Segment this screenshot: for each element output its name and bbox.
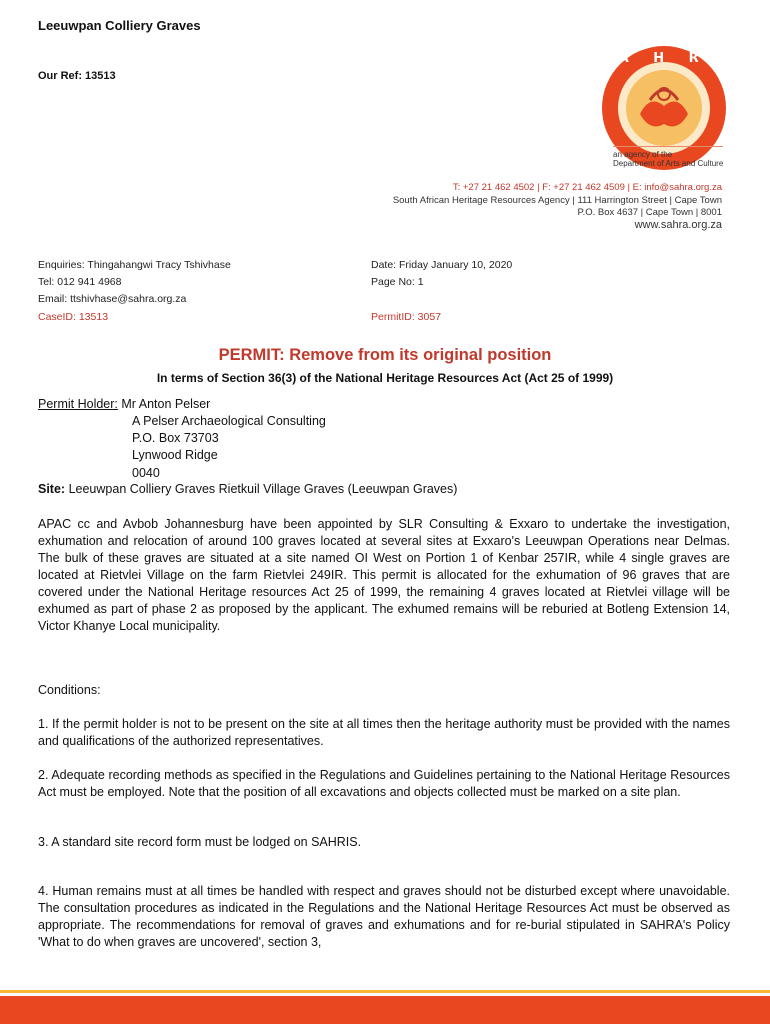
email: Email: ttshivhase@sahra.org.za xyxy=(38,293,187,305)
site xyxy=(38,482,457,496)
permit-title: PERMIT: Remove from its original position xyxy=(218,346,552,364)
date: Date: Friday January 10, 2020 xyxy=(371,259,513,271)
permit-holder-address xyxy=(132,413,326,482)
logo-letters: S A H R A xyxy=(584,51,744,66)
footer-band xyxy=(0,996,770,1024)
condition-item: 1. If the permit holder is not to be present on the site at all times then the heritage authority must be provided with the names and qualifications of the authorized representatives. xyxy=(38,717,730,748)
contact-phone-email: T: +27 21 462 4502 | F: +27 21 462 4509 | E: info@sahra.org.za xyxy=(452,182,722,193)
footer-accent-line xyxy=(0,990,770,993)
permit-holder-name: Mr Anton Pelser xyxy=(121,397,211,411)
agency-divider xyxy=(613,146,723,147)
page-number: Page No: 1 xyxy=(371,276,424,288)
permit-holder-label: Permit Holder: xyxy=(38,397,118,411)
holder-address-line: Lynwood Ridge xyxy=(132,448,218,463)
condition-item: 4. Human remains must at all times be handled with respect and graves should not be disturbed except where unavoidable. The consultation procedures as indicated in the Regulations and the National Heritage Resources Act must be observed as appropriate. The recommendations for removal of graves and exhumations and for re-burial stipulated in SAHRA's Policy 'What to do when graves are uncovered', section 3, xyxy=(38,884,730,949)
document-title: Leeuwpan Colliery Graves xyxy=(38,18,201,33)
condition-item: 2. Adequate recording methods as specified in the Regulations and Guidelines pertaining to the National Heritage Resources Act must be employed. Note that the position of all excavations and objects collected must be marked on a site plan. xyxy=(38,768,730,799)
permit-holder xyxy=(38,396,210,413)
holder-address-line: 0040 xyxy=(132,465,160,480)
telephone: Tel: 012 941 4968 xyxy=(38,276,122,288)
contact-postal: P.O. Box 4637 | Cape Town | 8001 xyxy=(577,207,722,218)
condition-item: 3. A standard site record form must be lodged on SAHRIS. xyxy=(38,835,362,849)
holder-address-line: A Pelser Archaeological Consulting xyxy=(132,414,326,428)
permit-id: PermitID: 3057 xyxy=(371,311,442,323)
site-label: Site: xyxy=(38,482,66,496)
our-ref: Our Ref: 13513 xyxy=(38,70,116,82)
conditions-heading: Conditions: xyxy=(38,683,101,697)
permit-subtitle: In terms of Section 36(3) of the National Heritage Resources Act (Act 25 of 1999) xyxy=(156,371,614,385)
holder-address-line: P.O. Box 73703 xyxy=(132,431,219,446)
agency-line-1: an agency of the xyxy=(613,150,673,159)
site-value: Leeuwpan Colliery Graves Rietkuil Village Graves (Leeuwpan Graves) xyxy=(68,482,458,496)
contact-website: www.sahra.org.za xyxy=(634,219,722,231)
agency-line-2: Department of Arts and Culture xyxy=(613,159,724,168)
case-id: CaseID: 13513 xyxy=(38,311,109,323)
contact-address: South African Heritage Resources Agency | 111 Harrington Street | Cape Town xyxy=(392,195,722,206)
intro-paragraph: APAC cc and Avbob Johannesburg have been appointed by SLR Consulting & Exxaro to undertake the investigation, exhumation and relocation of around 100 graves located at several sites at Exxaro's Leeuwpan Operations near Delmas. The bulk of these graves are situated at a site named OI West on Portion 1 of Kenbar 257IR, while 4 single graves are located at Rietvlei Village on the farm Rietvlei 249IR. This permit is allocated for the exhumation of 96 graves that are covered under the National Heritage resources Act 25 of 1999, the remaining 4 graves located at Rietvlei village will be exhumed as part of phase 2 as proposed by the applicant. The exhumed remains will be reburied at Botleng Extension 14, Victor Khanye Local municipality. xyxy=(38,517,730,633)
enquiries: Enquiries: Thingahangwi Tracy Tshivhase xyxy=(38,259,231,271)
